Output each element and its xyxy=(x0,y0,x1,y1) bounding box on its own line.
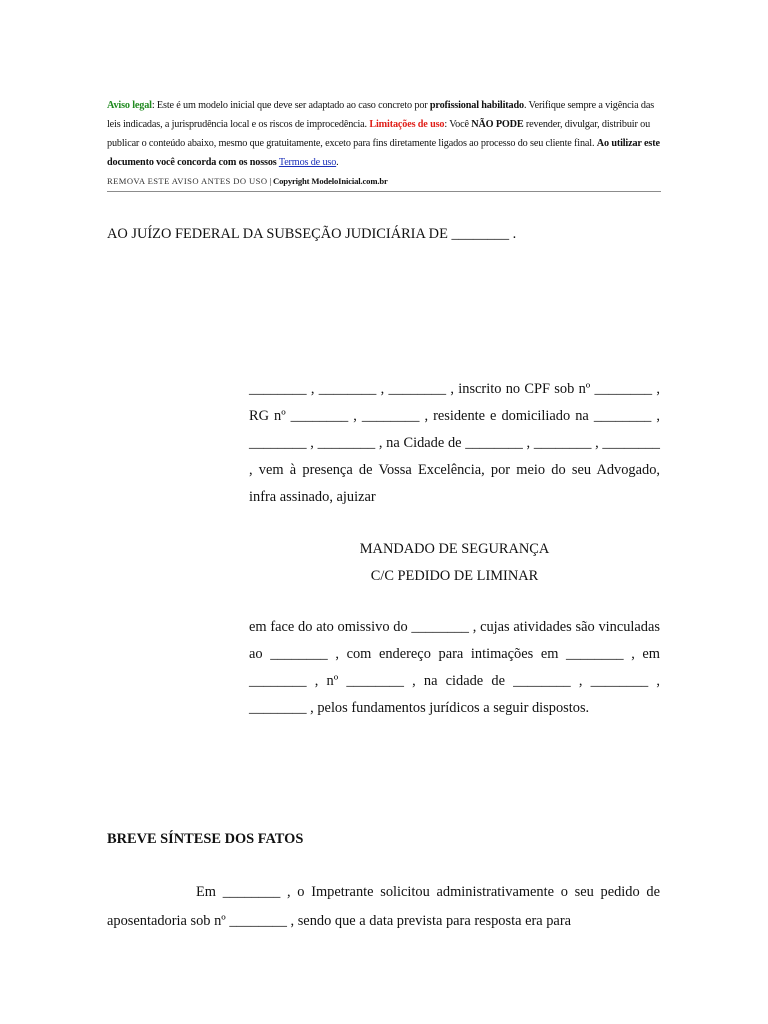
notice-limitations-label: Limitações de uso xyxy=(369,119,445,130)
facts-paragraph: Em ________ , o Impetrante solicitou administrativamente o seu pedido de aposentadoria sob nº ________ , sendo que a data prevista para resposta era para xyxy=(107,884,660,929)
intro-paragraph: ________ , ________ , ________ , inscrito no CPF sob nº ________ , RG nº ________ , ________ , residente e domiciliado na ________ , ________ , ________ , na Cidade de ________ , ________ , ________ , vem à presença de Vossa Excelência, por meio do seu Advogado, infra assinado, ajuizar xyxy=(249,381,660,505)
notice-nao-pode: NÃO PODE xyxy=(471,119,524,130)
respondent-paragraph: em face do ato omissivo do ________ , cujas atividades são vinculadas ao ________ , com endereço para intimações em ________ , em ________ , nº ________ , na cidade de ________ , ________ , ________ , pelos fundamentos jurídicos a seguir dispostos. xyxy=(249,619,660,716)
court-heading: AO JUÍZO FEDERAL DA SUBSEÇÃO JUDICIÁRIA DE ________ . xyxy=(107,226,517,242)
notice-text-2: . Verifique sempre a vigência das leis indicadas, a jurisprudência local e os riscos de improcedência. xyxy=(107,100,655,130)
petition-subtitle: C/C PEDIDO DE LIMINAR xyxy=(370,568,539,584)
section-title: BREVE SÍNTESE DOS FATOS xyxy=(107,831,304,847)
notice-paragraph xyxy=(107,96,663,172)
notice-period: . xyxy=(336,157,339,168)
terms-of-use-link[interactable]: Termos de uso xyxy=(278,157,337,168)
notice-text-1: : Este é um modelo inicial que deve ser adaptado ao caso concreto por xyxy=(151,100,430,111)
notice-agreement: Ao utilizar este documento você concorda com os nossos xyxy=(107,138,660,168)
notice-separator: | xyxy=(267,176,274,186)
copyright-text: Copyright ModeloInicial.com.br xyxy=(273,176,388,186)
notice-text-4: revender, divulgar, distribuir ou publicar o conteúdo abaixo, mesmo que gratuitamente, exceto para fins diretamente ligados ao processo do seu cliente final. xyxy=(107,119,651,149)
petition-title: MANDADO DE SEGURANÇA xyxy=(359,541,550,557)
notice-remove-line xyxy=(107,174,663,188)
remove-notice-text: REMOVA ESTE AVISO ANTES DO USO xyxy=(107,176,268,186)
notice-professional: profissional habilitado xyxy=(429,100,524,111)
divider-rule xyxy=(107,191,661,192)
notice-aviso-label: Aviso legal xyxy=(107,100,152,111)
notice-text-3: : Você xyxy=(444,119,472,130)
legal-notice xyxy=(107,96,663,188)
